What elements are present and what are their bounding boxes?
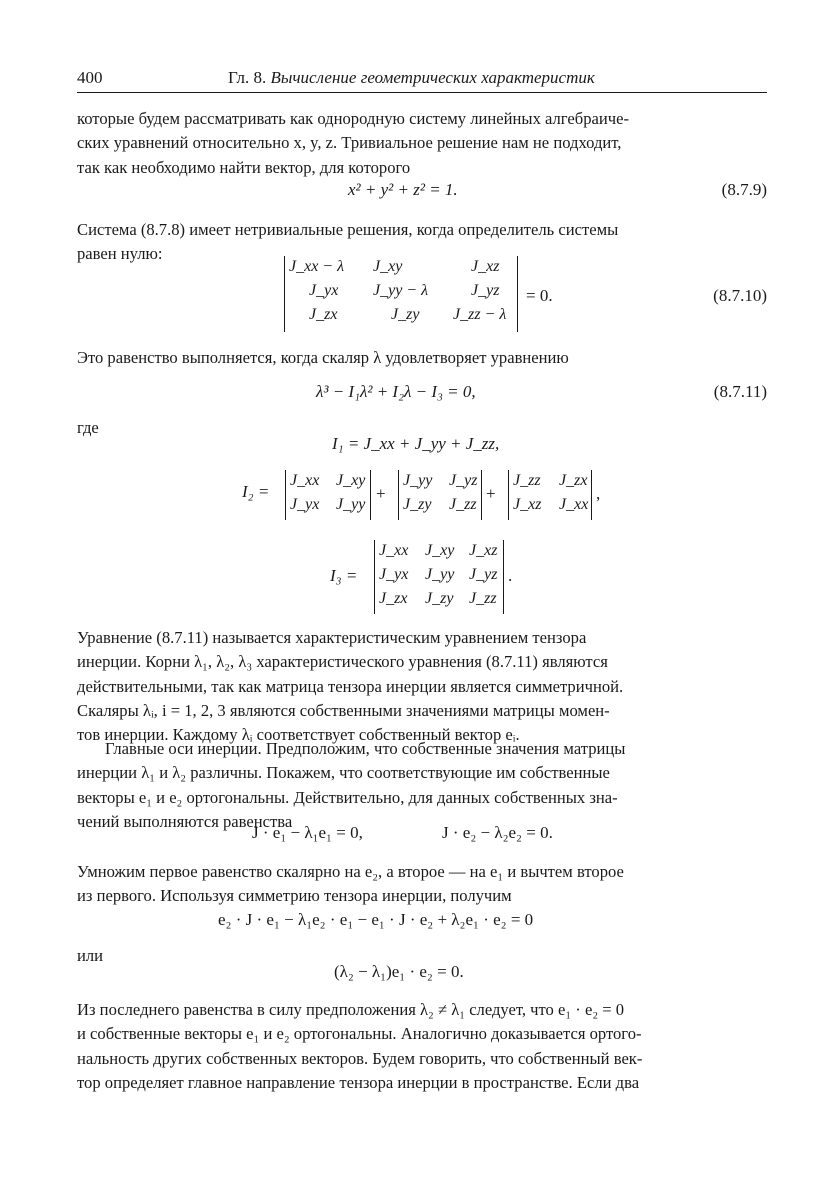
matrix-cell: J_xx (559, 496, 589, 513)
matrix-cell: J_xx (379, 542, 409, 559)
determinant-8-7-10 (284, 256, 518, 332)
text-line: инерции. Корни λ₁, λ₂, λ₃ характеристического уравнения (8.7.11) являются (77, 652, 608, 672)
text-line: ских уравнений относительно x, y, z. Тривиальное решение нам не подходит, (77, 133, 622, 153)
determinant-2x2 (508, 470, 592, 520)
determinant-3x3 (374, 540, 504, 614)
equation-i1: I₁ = J_xx + J_yy + J_zz, (332, 434, 500, 453)
paragraph-1 (77, 107, 767, 180)
matrix-cell: J_xy (425, 542, 455, 559)
determinant-2x2 (398, 470, 482, 520)
paragraph-4 (77, 626, 767, 747)
i2-lhs: I₂ = (242, 482, 270, 501)
matrix-cell: J_yx (290, 496, 320, 513)
equation-eigen-2: J · e₂ − λ₂e₂ = 0. (442, 823, 553, 842)
equation-number: (8.7.10) (713, 286, 767, 305)
text-line: тор определяет главное направление тензора инерции в пространстве. Если два (77, 1072, 640, 1092)
text-line: так как необходимо найти вектор, для которого (77, 157, 411, 177)
matrix-cell: J_yx (379, 566, 409, 583)
text-line: Из последнего равенства в силу предположения λ₂ ≠ λ₁ следует, что e₁ · e₂ = 0 (77, 1000, 625, 1019)
matrix-cell: J_zz (513, 472, 541, 489)
equals-zero: = 0. (526, 286, 553, 305)
matrix-cell: J_yx (309, 282, 339, 299)
chapter-label: Гл. 8. (228, 68, 267, 87)
equation-eigen-1: J · e₁ − λ₁e₁ = 0, (252, 823, 363, 842)
matrix-cell: J_zy (403, 496, 432, 513)
matrix-cell: J_xz (469, 542, 498, 559)
text-line: нальность других собственных векторов. Будем говорить, что собственный век- (77, 1048, 643, 1068)
text-line: Это равенство выполняется, когда скаляр λ удовлетворяет уравнению (77, 348, 569, 367)
text-line: действительными, так как матрица тензора инерции является симметричной. (77, 676, 624, 696)
matrix-cell: J_zx (309, 306, 338, 323)
equation-orthogonality: (λ₂ − λ₁)e₁ · e₂ = 0. (334, 962, 464, 981)
text-line: Система (8.7.8) имеет нетривиальные решения, когда определитель системы (77, 220, 619, 239)
where-label: где (77, 418, 99, 437)
determinant-2x2 (285, 470, 371, 520)
matrix-cell: J_yy (403, 472, 433, 489)
text-line: равен нулю: (77, 244, 163, 264)
plus-sign: + (486, 484, 496, 503)
header-rule (77, 92, 767, 93)
page-number: 400 (77, 68, 103, 87)
matrix-cell: J_zz (449, 496, 477, 513)
matrix-cell: J_xx (290, 472, 320, 489)
text-line: тов инерции. Каждому λᵢ соответствует собственный вектор eᵢ. (77, 725, 520, 745)
plus-sign: + (376, 484, 386, 503)
paragraph-6 (77, 860, 767, 909)
matrix-cell: J_zx (379, 590, 408, 607)
text-line: которые будем рассматривать как однородную систему линейных алгебраиче- (77, 109, 629, 128)
matrix-cell: J_yz (449, 472, 478, 489)
text-line: и собственные векторы e₁ и e₂ ортогональны. Аналогично доказывается ортого- (77, 1024, 642, 1044)
matrix-cell: J_zy (425, 590, 454, 607)
text-line: из первого. Используя симметрию тензора инерции, получим (77, 886, 512, 906)
i3-lhs: I₃ = (330, 566, 358, 585)
running-head (228, 68, 595, 88)
comma: , (596, 484, 601, 503)
matrix-cell: J_yy (336, 496, 366, 513)
matrix-cell: J_xy (336, 472, 366, 489)
matrix-cell: J_zx (559, 472, 588, 489)
equation-8-7-11: λ³ − I₁λ² + I₂λ − I₃ = 0, (316, 382, 476, 401)
matrix-cell: J_yz (469, 566, 498, 583)
equation-number: (8.7.9) (721, 180, 767, 199)
matrix-cell: J_yz (471, 282, 500, 299)
matrix-cell: J_xy (373, 258, 403, 275)
matrix-cell: J_xx − λ (289, 258, 345, 275)
text-line: инерции λ₁ и λ₂ различны. Покажем, что соответствующие им собственные (77, 763, 610, 783)
paragraph-7 (77, 998, 767, 1095)
text-line: Скаляры λᵢ, i = 1, 2, 3 являются собственными значениями матрицы момен- (77, 700, 610, 720)
matrix-cell: J_xz (513, 496, 542, 513)
text-line: векторы e₁ и e₂ ортогональны. Действительно, для данных собственных зна- (77, 787, 618, 807)
paragraph-5 (77, 737, 767, 834)
matrix-cell: J_zz − λ (453, 306, 507, 323)
equation-8-7-9: x² + y² + z² = 1. (348, 180, 458, 199)
matrix-cell: J_xz (471, 258, 500, 275)
or-label: или (77, 946, 104, 965)
equation-symmetry: e₂ · J · e₁ − λ₁e₂ · e₁ − e₁ · J · e₂ + λ₂e₁ · e₂ = 0 (218, 910, 534, 929)
text-line: Главные оси инерции. Предположим, что собственные значения матрицы (105, 739, 626, 758)
text-line: Уравнение (8.7.11) называется характеристическим уравнением тензора (77, 628, 587, 647)
equation-number: (8.7.11) (713, 382, 767, 401)
text-line: Умножим первое равенство скалярно на e₂, а второе — на e₁ и вычтем второе (77, 862, 624, 881)
matrix-cell: J_zy (391, 306, 420, 323)
period: . (508, 566, 513, 585)
chapter-title: Вычисление геометрических характеристик (270, 68, 595, 87)
matrix-cell: J_yy (425, 566, 455, 583)
matrix-cell: J_yy − λ (373, 282, 429, 299)
matrix-cell: J_zz (469, 590, 497, 607)
paragraph-3 (77, 346, 767, 370)
text-line: чений выполняются равенства (77, 811, 293, 831)
